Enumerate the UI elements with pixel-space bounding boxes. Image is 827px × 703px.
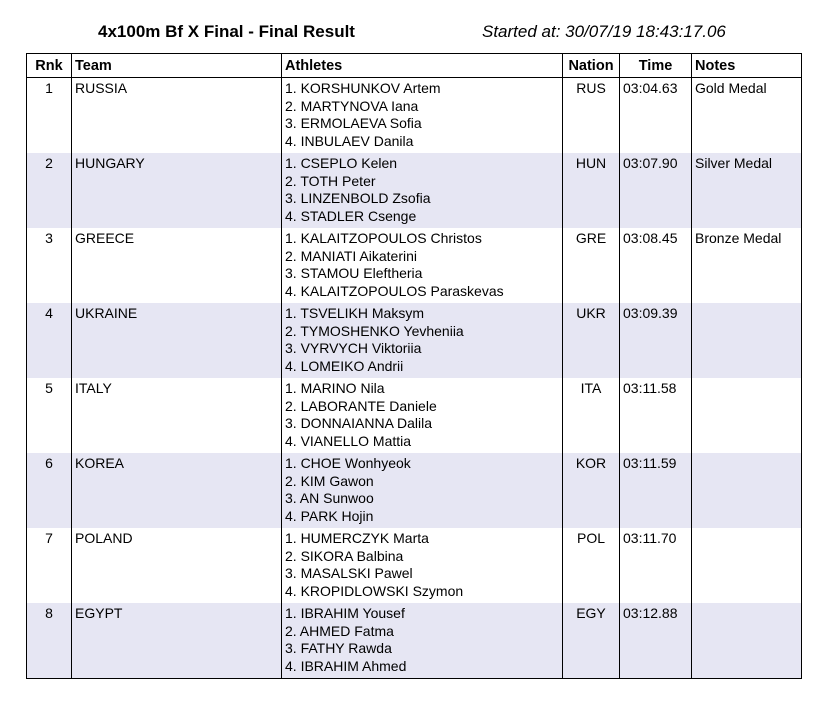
athlete-name: 1. IBRAHIM Yousef — [285, 605, 405, 621]
athletes-cell — [282, 228, 563, 303]
notes-cell: Bronze Medal — [692, 228, 802, 303]
nation-cell: EGY — [563, 603, 620, 679]
athlete-name: 4. STADLER Csenge — [285, 207, 417, 224]
table-row — [27, 228, 802, 303]
athletes-cell — [282, 453, 563, 528]
col-header-athletes: Athletes — [282, 54, 563, 78]
athlete-name: 3. LINZENBOLD Zsofia — [285, 190, 431, 206]
athlete-name: 2. MARTYNOVA Iana — [285, 97, 419, 114]
athletes-cell — [282, 528, 563, 603]
athlete-name: 4. PARK Hojin — [285, 507, 374, 524]
athlete-name: 3. DONNAIANNA Dalila — [285, 415, 433, 431]
notes-cell — [692, 453, 802, 528]
table-row — [27, 603, 802, 679]
rank-cell: 4 — [27, 303, 72, 378]
rank-cell: 3 — [27, 228, 72, 303]
athlete-name: 2. AHMED Fatma — [285, 622, 394, 639]
nation-cell: HUN — [563, 153, 620, 228]
athlete-name: 3. ERMOLAEVA Sofia — [285, 115, 422, 131]
table-row — [27, 528, 802, 603]
rank-cell: 7 — [27, 528, 72, 603]
athlete-name: 1. KALAITZOPOULOS Christos — [285, 230, 482, 246]
time-cell: 03:04.63 — [620, 78, 692, 154]
col-header-rank: Rnk — [27, 54, 72, 78]
notes-cell — [692, 603, 802, 679]
time-cell: 03:11.58 — [620, 378, 692, 453]
rank-cell: 8 — [27, 603, 72, 679]
athlete-name: 4. KALAITZOPOULOS Paraskevas — [285, 282, 504, 299]
athlete-name: 4. KROPIDLOWSKI Szymon — [285, 582, 464, 599]
athlete-name: 1. HUMERCZYK Marta — [285, 530, 429, 546]
time-cell: 03:09.39 — [620, 303, 692, 378]
rank-cell: 1 — [27, 78, 72, 154]
rank-cell: 2 — [27, 153, 72, 228]
rank-cell: 5 — [27, 378, 72, 453]
athlete-name: 3. MASALSKI Pawel — [285, 565, 413, 581]
team-cell: KOREA — [72, 453, 282, 528]
time-cell: 03:11.59 — [620, 453, 692, 528]
athletes-cell — [282, 303, 563, 378]
nation-cell: GRE — [563, 228, 620, 303]
athlete-name: 2. TYMOSHENKO Yevheniia — [285, 322, 464, 339]
athlete-name: 2. LABORANTE Daniele — [285, 397, 437, 414]
nation-cell: UKR — [563, 303, 620, 378]
col-header-notes: Notes — [692, 54, 802, 78]
athletes-cell — [282, 78, 563, 154]
athlete-name: 3. VYRVYCH Viktoriia — [285, 340, 422, 356]
athlete-name: 2. KIM Gawon — [285, 472, 374, 489]
notes-cell — [692, 528, 802, 603]
results-table — [26, 53, 802, 679]
table-row — [27, 153, 802, 228]
team-cell: UKRAINE — [72, 303, 282, 378]
team-cell: GREECE — [72, 228, 282, 303]
athlete-name: 1. TSVELIKH Maksym — [285, 305, 425, 321]
time-cell: 03:07.90 — [620, 153, 692, 228]
time-cell: 03:08.45 — [620, 228, 692, 303]
table-row — [27, 78, 802, 154]
time-cell: 03:12.88 — [620, 603, 692, 679]
athlete-name: 2. MANIATI Aikaterini — [285, 247, 418, 264]
table-row — [27, 378, 802, 453]
athlete-name: 4. INBULAEV Danila — [285, 132, 414, 149]
athlete-name: 2. TOTH Peter — [285, 172, 376, 189]
athlete-name: 1. CSEPLO Kelen — [285, 155, 398, 171]
team-cell: HUNGARY — [72, 153, 282, 228]
time-cell: 03:11.70 — [620, 528, 692, 603]
col-header-team: Team — [72, 54, 282, 78]
page-header — [0, 22, 827, 46]
team-cell: EGYPT — [72, 603, 282, 679]
col-header-nation: Nation — [563, 54, 620, 78]
athlete-name: 4. IBRAHIM Ahmed — [285, 657, 407, 674]
nation-cell: RUS — [563, 78, 620, 154]
athlete-name: 3. STAMOU Eleftheria — [285, 265, 423, 281]
notes-cell: Gold Medal — [692, 78, 802, 154]
nation-cell: ITA — [563, 378, 620, 453]
table-row — [27, 453, 802, 528]
athletes-cell — [282, 603, 563, 679]
notes-cell: Silver Medal — [692, 153, 802, 228]
athlete-name: 1. KORSHUNKOV Artem — [285, 80, 441, 96]
notes-cell — [692, 303, 802, 378]
page-title: 4x100m Bf X Final - Final Result — [98, 22, 355, 41]
col-header-time: Time — [620, 54, 692, 78]
nation-cell: KOR — [563, 453, 620, 528]
results-body — [27, 78, 802, 679]
notes-cell — [692, 378, 802, 453]
athlete-name: 4. VIANELLO Mattia — [285, 432, 412, 449]
athletes-cell — [282, 153, 563, 228]
team-cell: RUSSIA — [72, 78, 282, 154]
athlete-name: 2. SIKORA Balbina — [285, 547, 404, 564]
athlete-name: 3. FATHY Rawda — [285, 640, 392, 656]
athletes-cell — [282, 378, 563, 453]
rank-cell: 6 — [27, 453, 72, 528]
team-cell: ITALY — [72, 378, 282, 453]
start-time: Started at: 30/07/19 18:43:17.06 — [482, 22, 726, 41]
athlete-name: 1. MARINO Nila — [285, 380, 385, 396]
table-row — [27, 303, 802, 378]
athlete-name: 3. AN Sunwoo — [285, 490, 374, 506]
athlete-name: 1. CHOE Wonhyeok — [285, 455, 411, 471]
nation-cell: POL — [563, 528, 620, 603]
team-cell: POLAND — [72, 528, 282, 603]
header-row — [27, 54, 802, 78]
athlete-name: 4. LOMEIKO Andrii — [285, 357, 404, 374]
